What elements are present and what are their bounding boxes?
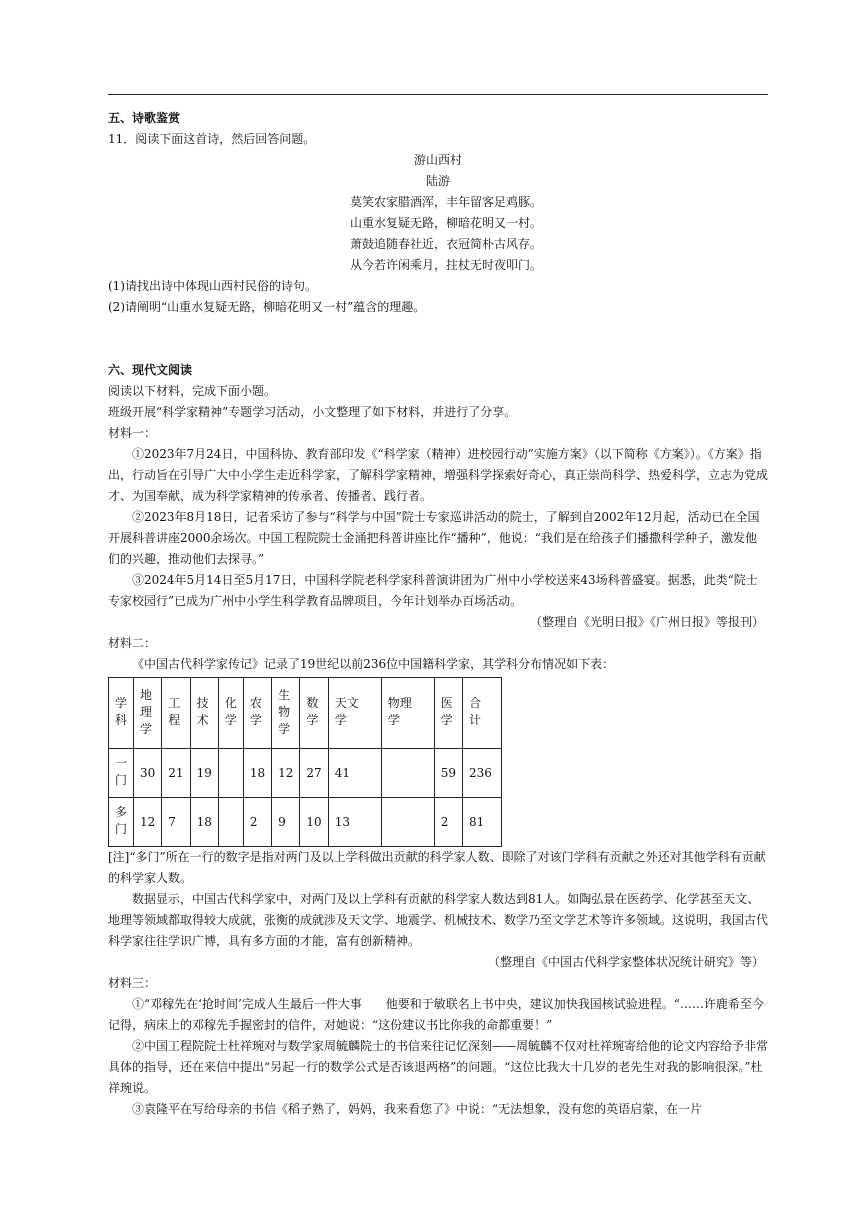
table-header-cell: 地理学 — [134, 678, 162, 749]
material-3-para-1: ①“邓稼先在‘抢时间’完成人生最后一件大事 他要和于敏联名上书中央，建议加快我国核试验进程。“……许鹿希至今记得，病床上的邓稼先手握密封的信件，对她说：“这份建议书比你我的命都重要！” — [108, 997, 764, 1032]
table-header-cell: 化学 — [218, 678, 243, 749]
table-row — [109, 798, 502, 847]
material-1-para-3: ③2024年5月14日至5月17日，中国科学院老科学家科普演讲团为广州中小学校送来43场科普盛宴。据悉，此类“院士专家校园行”已成为广州中小学生科学教育品牌项目，今年计划举办百场活动。 — [108, 573, 758, 608]
top-rule — [108, 94, 768, 95]
table-cell: 21 — [162, 749, 190, 798]
poem-title: 游山西村 — [413, 153, 462, 167]
poem-line: 山重水复疑无路，柳暗花明又一村。 — [350, 216, 543, 230]
table-cell: 2 — [434, 798, 462, 847]
material-2-intro: 《中国古代科学家传记》记录了19世纪以前236位中国籍科学家，其学科分布情况如下表： — [132, 657, 615, 671]
table-cell — [218, 749, 243, 798]
table-cell: 13 — [328, 798, 381, 847]
poem — [108, 150, 768, 192]
table-cell: 7 — [162, 798, 190, 847]
section-heading-poetry: 五、诗歌鉴赏 — [108, 111, 181, 125]
table-header-cell: 数学 — [300, 678, 328, 749]
table-header-cell: 技术 — [190, 678, 218, 749]
question-1: (1)请找出诗中体现山西村民俗的诗句。 — [108, 279, 317, 293]
table-cell: 10 — [300, 798, 328, 847]
discipline-table — [108, 677, 502, 847]
table-cell: 27 — [300, 749, 328, 798]
table-cell: 19 — [190, 749, 218, 798]
table-cell: 多门 — [109, 798, 134, 847]
table-cell: 18 — [243, 749, 271, 798]
poem-line: 莫笑农家腊酒浑，丰年留客足鸡豚。 — [350, 195, 543, 209]
table-header-cell: 合计 — [462, 678, 501, 749]
material-2-label: 材料二： — [108, 636, 157, 650]
table-cell: 一门 — [109, 749, 134, 798]
material-2-para: 数据显示，中国古代科学家中，对两门及以上学科有贡献的科学家人数达到81人。如陶弘景在医药学、化学甚至天文、地理等领域都取得较大成就，张衡的成就涉及天文学、地震学、机械技术、数学乃至文学艺术等许多领域。这说明，我国古代科学家往往学识广博，具有多方面的才能，富有创新精神。 — [108, 892, 769, 948]
table-cell: 9 — [272, 798, 300, 847]
table-cell: 41 — [328, 749, 381, 798]
table-cell: 12 — [134, 798, 162, 847]
poem-lines — [350, 192, 768, 276]
table-header-cell: 生物学 — [272, 678, 300, 749]
table-cell: 30 — [134, 749, 162, 798]
table-cell: 12 — [272, 749, 300, 798]
table-header-cell: 工程 — [162, 678, 190, 749]
material-1-para-2: ②2023年8月18日，记者采访了参与“科学与中国”院士专家巡讲活动的院士，了解到自2002年12月起，活动已在全国开展科普讲座2000余场次。中国工程院院士金涌把科普讲座比作“播种”，他说：“我们是在给孩子们播撒科学种子，激发他们的兴趣，推动他们去探寻。” — [108, 510, 760, 566]
document-body — [108, 108, 768, 1120]
table-cell: 236 — [462, 749, 501, 798]
poem-line: 从今若许闲乘月，拄杖无时夜叩门。 — [350, 258, 543, 272]
table-cell: 2 — [243, 798, 271, 847]
table-cell — [381, 798, 434, 847]
material-1-label: 材料一： — [108, 426, 157, 440]
poem-line: 萧鼓追随春社近，衣冠简朴古风存。 — [350, 237, 543, 251]
material-1-para-1: ①2023年7月24日，中国科协、教育部印发《“科学家（精神）进校园行动”实施方案》（以下简称《方案》）。《方案》指出，行动旨在引导广大中小学生走近科学家，了解科学家精神，增强科学探索好奇心，真正崇尚科学、热爱科学，立志为党成才、为国奉献，成为科学家精神的传承者、传播者、践行者。 — [108, 447, 769, 503]
question-2: (2)请阐明“山重水复疑无路，柳暗花明又一村”蕴含的理趣。 — [108, 300, 426, 314]
section-heading-reading: 六、现代文阅读 — [108, 363, 193, 377]
material-2-note: [注]“多门”所在一行的数字是指对两门及以上学科做出贡献的科学家人数、即除了对该门学科有贡献之外还对其他学科有贡献的科学家人数。 — [108, 850, 766, 885]
material-3-para-3: ③袁隆平在写给母亲的书信《稻子熟了，妈妈，我来看您了》中说：“无法想象，没有您的英语启蒙，在一片 — [132, 1102, 703, 1116]
table-header-row — [109, 678, 502, 749]
activity-intro: 班级开展“科学家精神”专题学习活动，小文整理了如下材料，并进行了分享。 — [108, 405, 517, 419]
table-header-cell: 农学 — [243, 678, 271, 749]
table-header-cell: 物理学 — [381, 678, 434, 749]
table-cell: 81 — [462, 798, 501, 847]
table-header-cell: 学科 — [109, 678, 134, 749]
material-3-label: 材料三： — [108, 976, 157, 990]
table-cell: 59 — [434, 749, 462, 798]
table-header-cell: 天文学 — [328, 678, 381, 749]
table-cell: 18 — [190, 798, 218, 847]
table-row — [109, 749, 502, 798]
table-cell — [381, 749, 434, 798]
question-intro: 11．阅读下面这首诗，然后回答问题。 — [108, 132, 316, 146]
table-cell — [218, 798, 243, 847]
reading-intro: 阅读以下材料，完成下面小题。 — [108, 384, 277, 398]
table-header-cell: 医学 — [434, 678, 462, 749]
poem-author: 陆游 — [425, 174, 450, 188]
material-3-para-2: ②中国工程院院士杜祥琬对与数学家周毓麟院士的书信来往记忆深刻——周毓麟不仅对杜祥琬寄给他的论文内容给予非常具体的指导，还在来信中提出“另起一行的数学公式是否该退两格”的问题。“这位比我大十几岁的老先生对我的影响很深。”杜祥琬说。 — [108, 1039, 769, 1095]
material-2-source: （整理自《中国古代科学家整体状况统计研究》等） — [487, 955, 764, 969]
material-1-source: （整理自《光明日报》《广州日报》等报刊） — [529, 615, 764, 629]
